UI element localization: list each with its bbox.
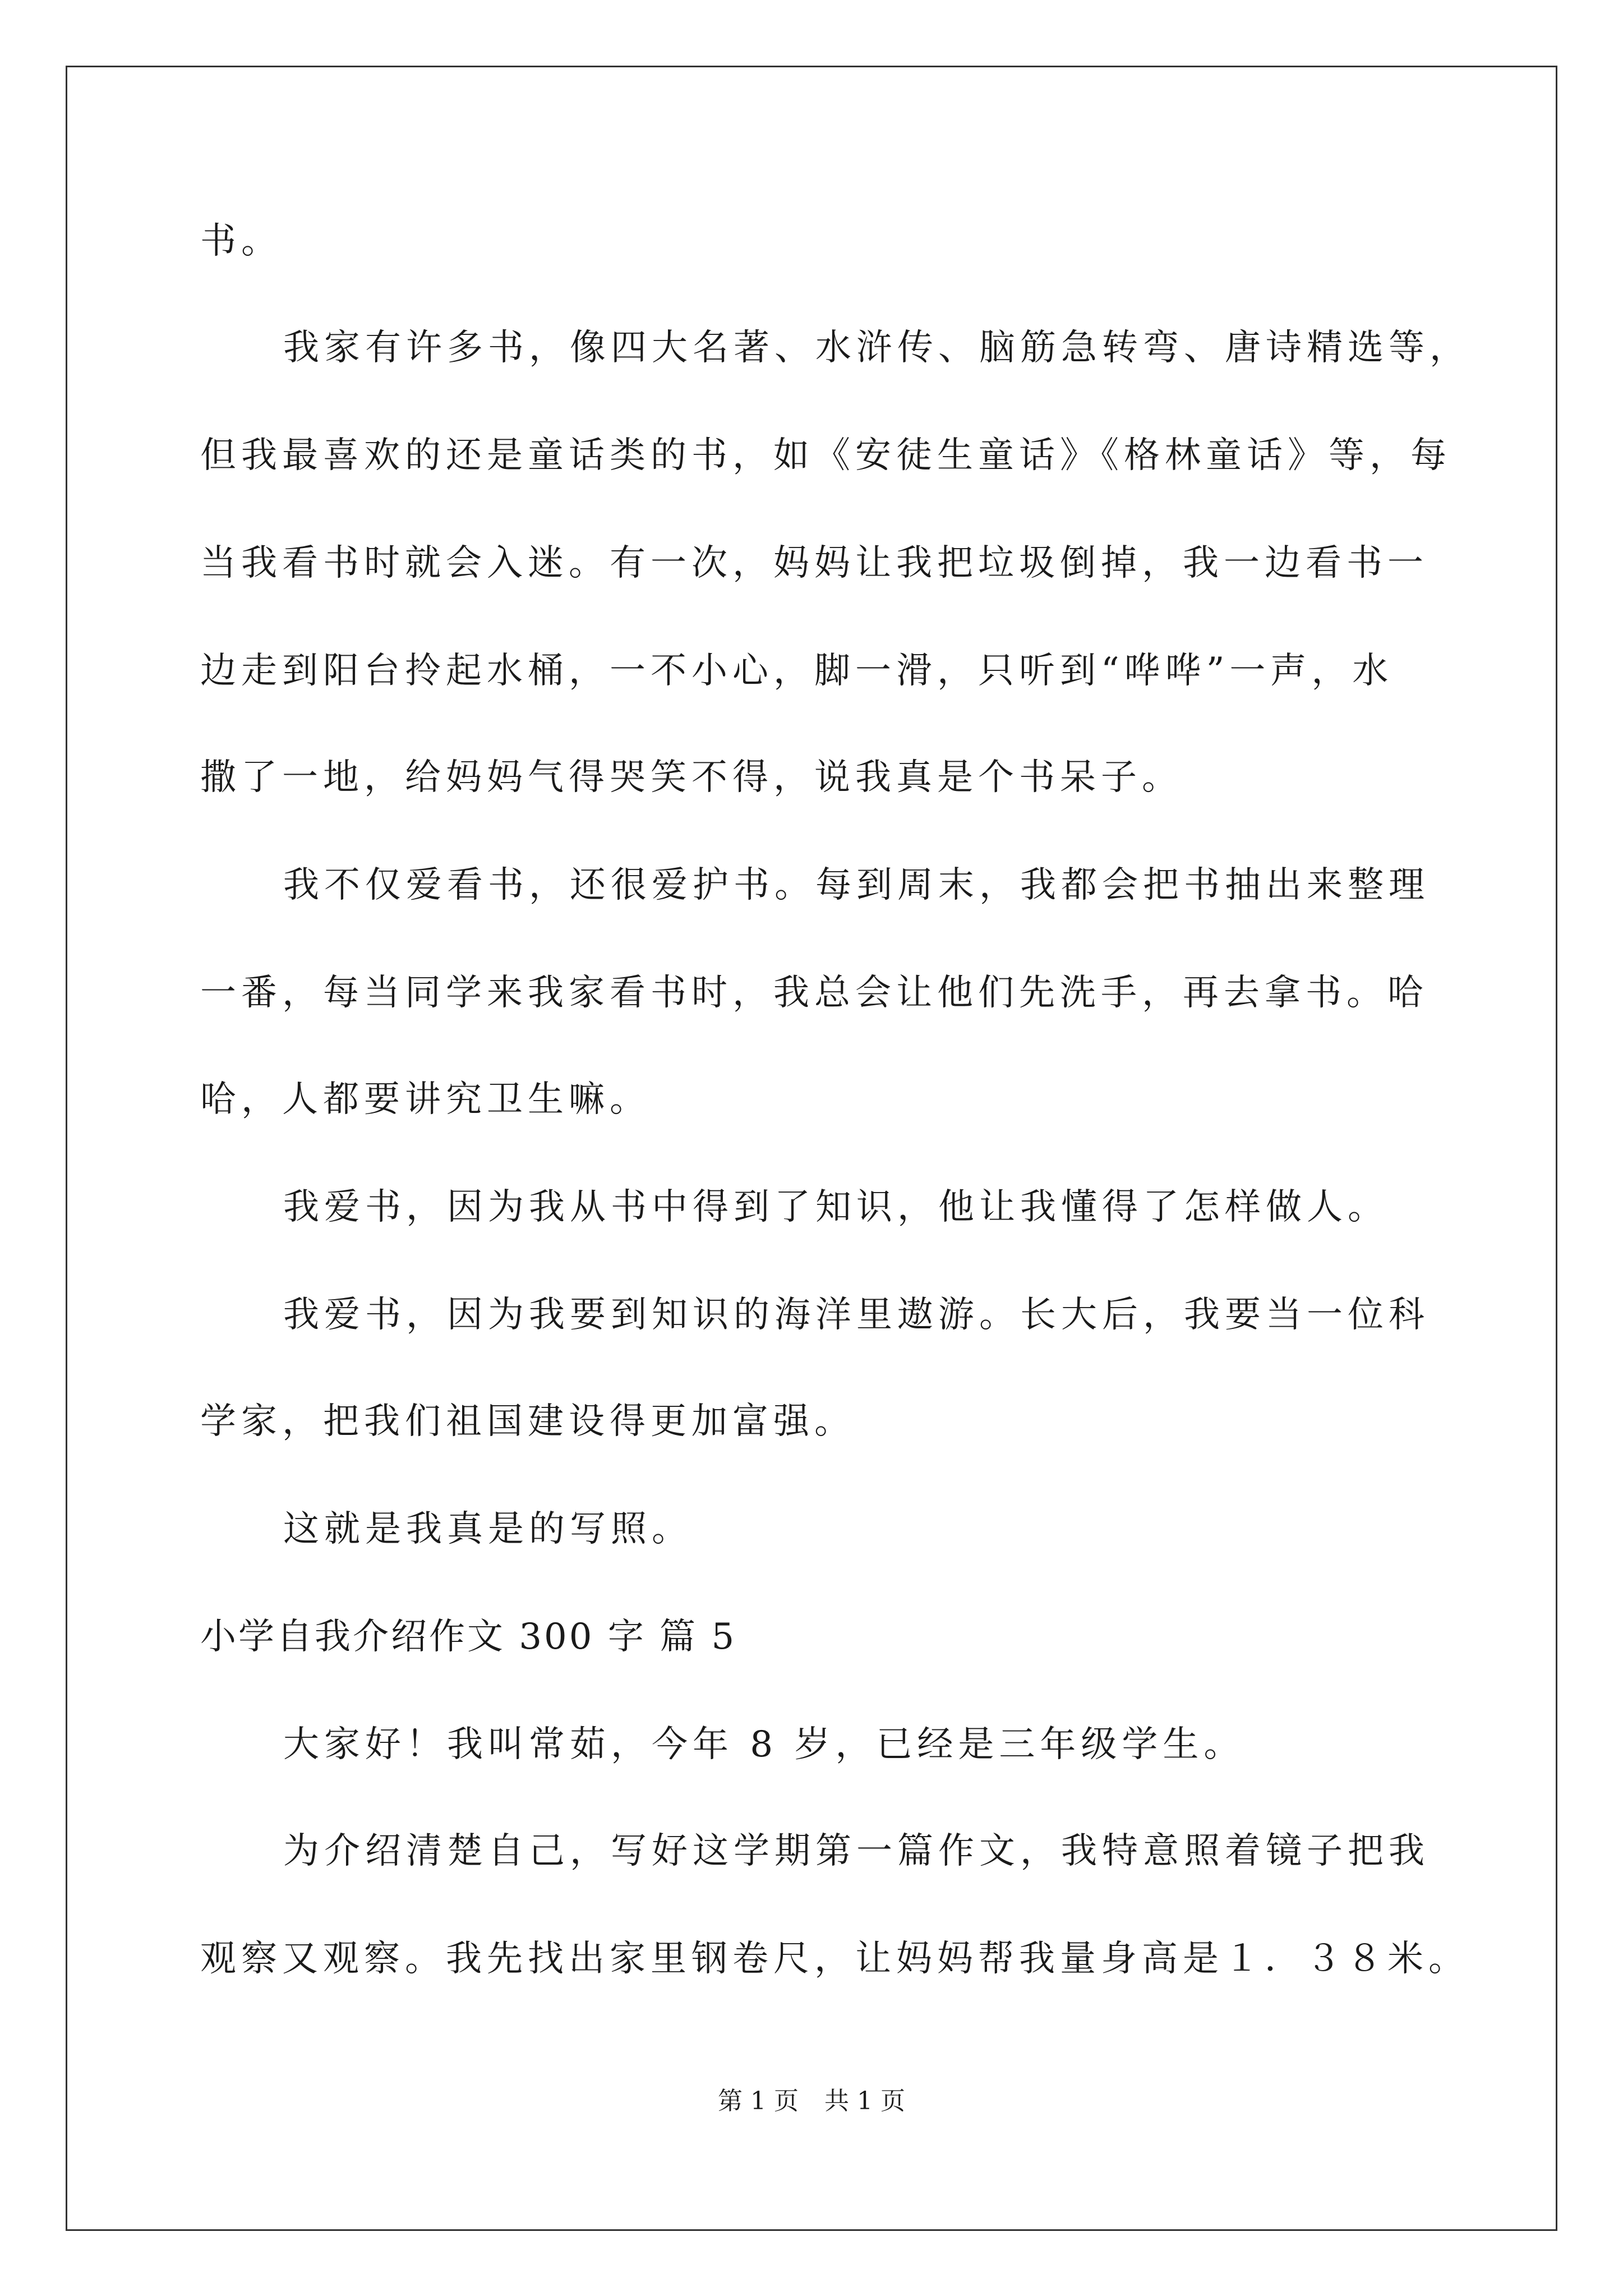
- paragraph-start: 这就是我真是的写照。: [283, 1508, 693, 1550]
- text-line: 书。: [200, 220, 282, 262]
- page-total: 共 1 页: [824, 2087, 905, 2115]
- paragraph-start: 为介绍清楚自己，写好这学期第一篇作文，我特意照着镜子把我: [283, 1830, 1430, 1872]
- paragraph-start: 我家有许多书，像四大名著、水浒传、脑筋急转弯、唐诗精选等，: [283, 327, 1470, 369]
- paragraph-start: 我不仅爱看书，还很爱护书。每到周末，我都会把书抽出来整理: [283, 864, 1430, 906]
- section-heading: 小学自我介绍作文 300 字 篇 5: [200, 1616, 737, 1658]
- text-line: 观察又观察。我先找出家里钢卷尺，让妈妈帮我量身高是１．３８米。: [200, 1938, 1469, 1980]
- paragraph-start: 我爱书，因为我从书中得到了知识，他让我懂得了怎样做人。: [283, 1186, 1389, 1228]
- text-line: 但我最喜欢的还是童话类的书，如《安徒生童话》《格林童话》等，每: [200, 435, 1451, 476]
- page-number: 第 1 页: [718, 2087, 799, 2115]
- text-line: 撒了一地，给妈妈气得哭笑不得，说我真是个书呆子。: [200, 757, 1183, 798]
- page-border: [66, 66, 1557, 2231]
- page-footer: [0, 2086, 1623, 2117]
- paragraph-start: 我爱书，因为我要到知识的海洋里遨游。长大后，我要当一位科: [283, 1294, 1430, 1336]
- text-line: 当我看书时就会入迷。有一次，妈妈让我把垃圾倒掉，我一边看书一: [200, 542, 1428, 584]
- text-line: 学家，把我们祖国建设得更加富强。: [200, 1401, 855, 1442]
- paragraph-start: 大家好！我叫常茹，今年 8 岁，已经是三年级学生。: [283, 1724, 1245, 1765]
- text-line: 边走到阳台拎起水桶，一不小心，脚一滑，只听到“哗哗”一声，水: [200, 650, 1394, 692]
- text-line: 哈，人都要讲究卫生嘛。: [200, 1079, 651, 1120]
- text-line: 一番，每当同学来我家看书时，我总会让他们先洗手，再去拿书。哈: [200, 972, 1428, 1014]
